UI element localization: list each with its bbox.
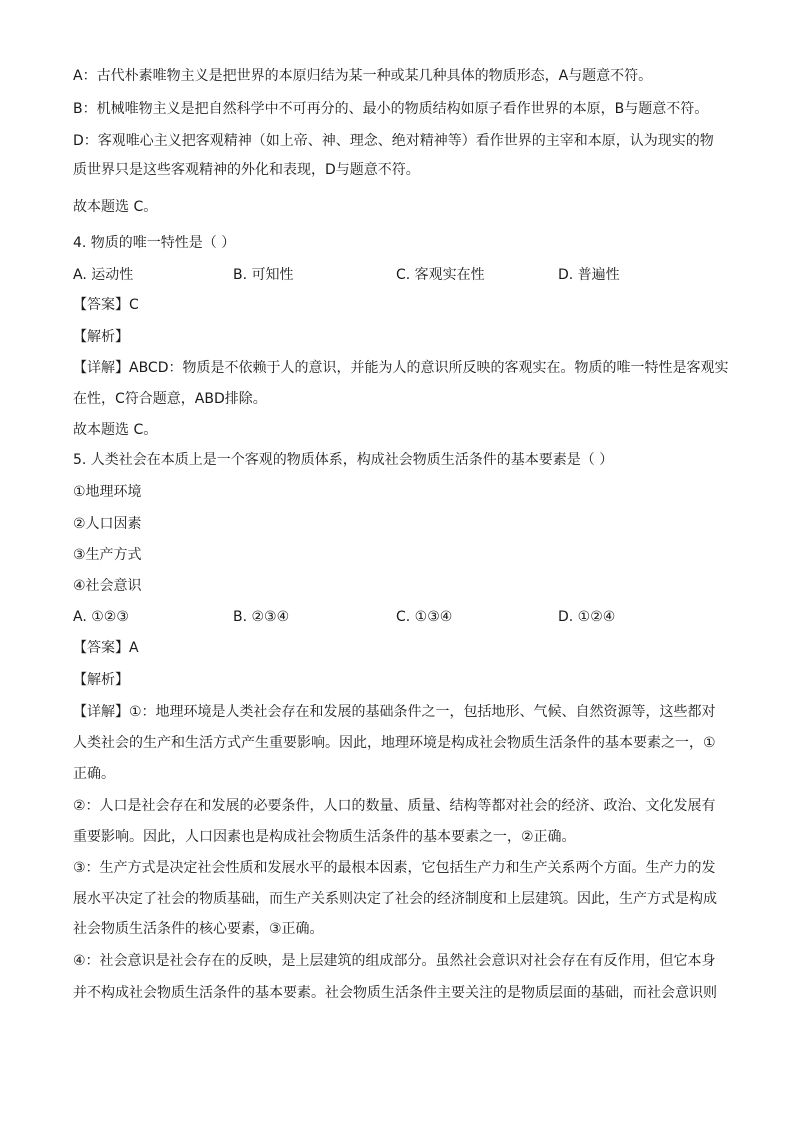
q5-answer-label: 【答案】: [73, 640, 129, 656]
option-d-explanation-line1: D：客观唯心主义把客观精神（如上帝、神、理念、绝对精神等）看作世界的主宰和本原，认为现实的物: [73, 133, 714, 149]
q5-item-3: ③生产方式: [73, 547, 142, 563]
q5-answer-value: A: [129, 640, 139, 656]
q4-answer: [73, 295, 723, 315]
q5-item-2: ②人口因素: [73, 516, 142, 532]
q5-detail-line: ④：社会意识是社会存在的反映，是上层建筑的组成部分。虽然社会意识对社会存在有反作用，但它本身: [73, 953, 716, 969]
q5-item-4: ④社会意识: [73, 578, 142, 594]
option-b-explanation: B：机械唯物主义是把自然科学中不可再分的、最小的物质结构如原子看作世界的本原，B与题意不符。: [73, 101, 709, 117]
q4-option-b: B. 可知性: [233, 267, 294, 283]
conclusion-q3: 故本题选 C。: [73, 199, 158, 215]
q4-option-d: D. 普遍性: [558, 267, 620, 283]
q4-option-c: C. 客观实在性: [396, 267, 485, 283]
q4-answer-label: 【答案】: [73, 297, 129, 313]
q5-detail-line: ③：生产方式是决定社会性质和发展水平的最根本因素，它包括生产力和生产关系两个方面。生产力的发: [73, 860, 716, 876]
q4-detail-line2: 在性，C符合题意，ABD排除。: [73, 391, 267, 407]
q5-detail-line: 重要影响。因此，人口因素也是构成社会物质生活条件的基本要素之一，②正确。: [73, 829, 576, 845]
question-5-stem: 5. 人类社会在本质上是一个客观的物质体系，构成社会物质生活条件的基本要素是（ ）: [73, 452, 614, 468]
option-a-explanation: A：古代朴素唯物主义是把世界的本原归结为某一种或某几种具体的物质形态，A与题意不符。: [73, 68, 653, 84]
q4-answer-value: C: [129, 297, 139, 313]
q5-answer: [73, 638, 723, 658]
q5-detail-line: 社会物质生活条件的核心要素，③正确。: [73, 921, 324, 937]
q4-option-a: A. 运动性: [73, 267, 134, 283]
q5-detail-line: 人类社会的生产和生活方式产生重要影响。因此，地理环境是构成社会物质生活条件的基本要素之一，①: [73, 735, 716, 751]
q4-analysis-label: 【解析】: [73, 329, 129, 345]
q5-detail-line: 展水平决定了社会的物质基础，而生产关系则决定了社会的经济制度和上层建筑。因此，生产方式是构成: [73, 891, 717, 907]
q5-option-b: B. ②③④: [233, 609, 290, 625]
question-4-stem: 4. 物质的唯一特性是（ ）: [73, 235, 236, 251]
q5-analysis-label: 【解析】: [73, 672, 129, 688]
q5-detail-line: 并不构成社会物质生活条件的基本要素。社会物质生活条件主要关注的是物质层面的基础，而社会意识则: [73, 985, 717, 1001]
q4-detail-line1: 【详解】ABCD：物质是不依赖于人的意识，并能为人的意识所反映的客观实在。物质的唯一特性是客观实: [73, 360, 729, 376]
conclusion-q4: 故本题选 C。: [73, 422, 158, 438]
q5-option-d: D. ①②④: [558, 609, 616, 625]
option-d-explanation-line2: 质世界只是这些客观精神的外化和表现，D与题意不符。: [73, 162, 420, 178]
q5-detail-line: ②：人口是社会存在和发展的必要条件，人口的数量、质量、结构等都对社会的经济、政治、文化发展有: [73, 798, 716, 814]
q5-detail-line: 正确。: [73, 766, 115, 782]
q5-option-c: C. ①③④: [396, 609, 453, 625]
q5-detail-line: 【详解】①：地理环境是人类社会存在和发展的基础条件之一，包括地形、气候、自然资源等，这些都对: [73, 704, 716, 720]
q5-option-a: A. ①②③: [73, 609, 129, 625]
q5-item-1: ①地理环境: [73, 484, 142, 500]
